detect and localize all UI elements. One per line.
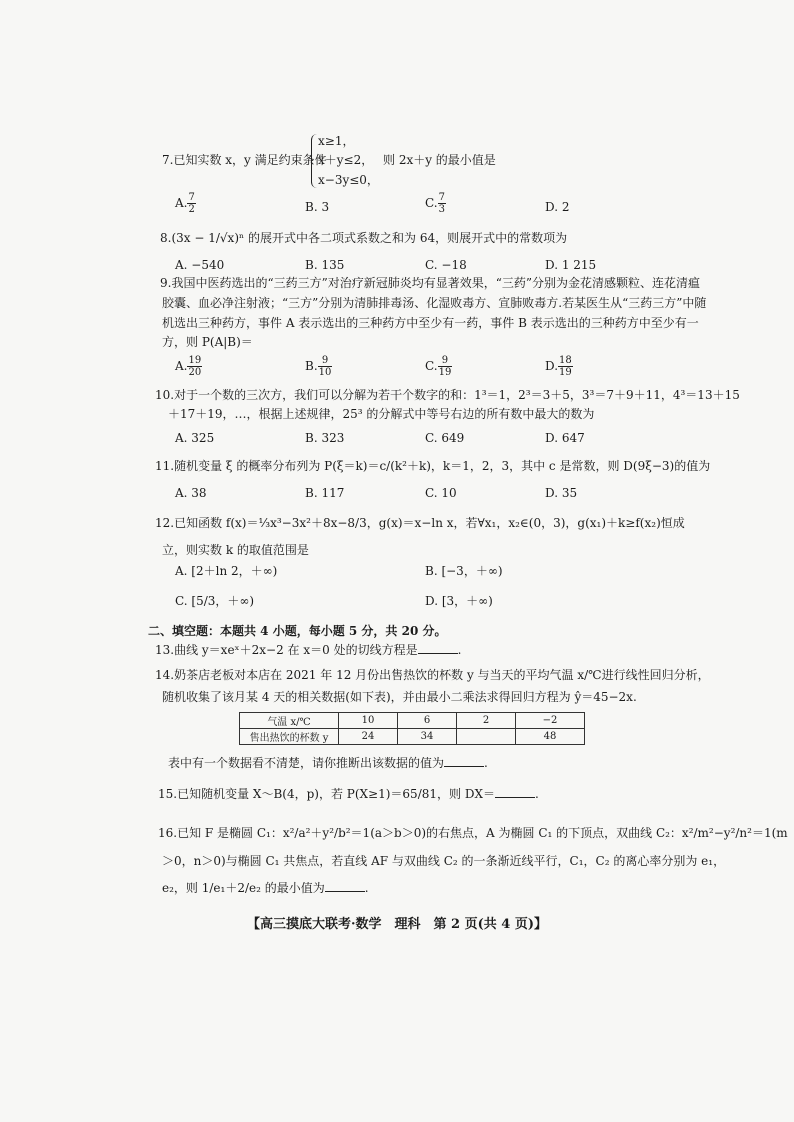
q10-line-1: 10.对于一个数的三次方，我们可以分解为若干个数字的和：1³＝1，2³＝3＋5，3³＝7＋9＋11，4³＝13＋15	[155, 388, 740, 402]
q9-option-d: D. $\frac{18}{19}$	[545, 355, 572, 378]
table-cell: 48	[516, 729, 585, 745]
q12-option-b: B. [−3，＋∞)	[425, 564, 503, 578]
q7-tail: 则 2x＋y 的最小值是	[383, 153, 496, 167]
q7-brace	[311, 134, 318, 188]
q12-option-d: D. [3，＋∞)	[425, 594, 493, 608]
table-cell: 10	[339, 713, 398, 729]
q12-line-1: 12.已知函数 f(x)＝⅓x³−3x²＋8x−8/3，g(x)＝x−ln x，若∀x₁，x₂∈(0，3)，g(x₁)＋k≥f(x₂)恒成	[155, 516, 685, 530]
q13-line: 13.曲线 y＝xeˣ＋2x−2 在 x＝0 处的切线方程是 .	[155, 643, 462, 657]
q14-line-3: 表中有一个数据看不清楚，请你推断出该数据的值为 .	[168, 756, 488, 770]
section-2-heading: 二、填空题：本题共 4 小题，每小题 5 分，共 20 分。	[148, 624, 447, 638]
q9-line-3: 机选出三种药方，事件 A 表示选出的三种药方中至少有一药，事件 B 表示选出的三种药方中至少有一	[162, 316, 699, 330]
table-cell: 气温 x/℃	[240, 713, 339, 729]
q9-option-b: B. $\frac{9}{10}$	[305, 355, 332, 378]
q16-line-1: 16.已知 F 是椭圆 C₁：x²/a²＋y²/b²＝1(a＞b＞0)的右焦点，A 为椭圆 C₁ 的下顶点，双曲线 C₂：x²/m²−y²/n²＝1(m	[158, 826, 788, 840]
q15-answer-blank[interactable]	[495, 785, 535, 798]
q13-answer-blank[interactable]	[418, 641, 458, 654]
q12-line-2: 立，则实数 k 的取值范围是	[162, 543, 309, 557]
q10-option-c: C. 649	[425, 431, 465, 445]
q11-option-d: D. 35	[545, 486, 578, 500]
q7-option-d: D. 2	[545, 200, 570, 214]
q7-stem: 7.已知实数 x，y 满足约束条件	[162, 153, 327, 167]
table-cell: 2	[457, 713, 516, 729]
q9-option-c: C. $\frac{9}{19}$	[425, 355, 452, 378]
q16-line-3: e₂，则 1/e₁＋2/e₂ 的最小值为 .	[162, 881, 369, 895]
q11-line-1: 11.随机变量 ξ 的概率分布列为 P(ξ＝k)＝c/(k²＋k)，k＝1，2，3，其中 c 是常数，则 D(9ξ−3)的值为	[155, 459, 711, 473]
q14-line-1: 14.奶茶店老板对本店在 2021 年 12 月份出售热饮的杯数 y 与当天的平均气温 x/℃进行线性回归分析，	[155, 668, 710, 682]
table-cell: 34	[398, 729, 457, 745]
q8-option-b: B. 135	[305, 258, 345, 272]
q8-option-d: D. 1 215	[545, 258, 597, 272]
q7-option-a: A. $\frac{7}{2}$	[175, 192, 195, 215]
page-footer: 【高三摸底大联考·数学 理科 第 2 页(共 4 页)】	[246, 917, 548, 932]
q9-option-a: A. $\frac{19}{20}$	[175, 355, 202, 378]
table-row	[240, 713, 585, 729]
q7-constraint-2: x＋y≤2，	[318, 153, 374, 167]
q9-line-1: 9.我国中医药选出的“三药三方”对治疗新冠肺炎均有显著效果，“三药”分别为金花清感颗粒、连花清瘟	[160, 276, 700, 290]
q7-constraint-1: x≥1，	[318, 134, 355, 148]
q10-line-2: ＋17＋19，…，根据上述规律，25³ 的分解式中等号右边的所有数中最大的数为	[168, 407, 595, 421]
q16-line-2: ＞0，n＞0)与椭圆 C₁ 共焦点，若直线 AF 与双曲线 C₂ 的一条渐近线平行，C₁，C₂ 的离心率分别为 e₁，	[162, 854, 726, 868]
q12-option-a: A. [2＋ln 2，＋∞)	[175, 564, 278, 578]
q7-constraint-3: x−3y≤0，	[318, 173, 379, 187]
q10-option-b: B. 323	[305, 431, 345, 445]
q9-line-4: 方，则 P(A|B)＝	[162, 335, 253, 349]
q7-option-c: C. $\frac{7}{3}$	[425, 192, 445, 215]
table-cell: 6	[398, 713, 457, 729]
q14-line-2: 随机收集了该月某 4 天的相关数据(如下表)，并由最小二乘法求得回归方程为 ŷ＝45−2x.	[162, 690, 637, 704]
q10-option-a: A. 325	[175, 431, 215, 445]
table-cell	[457, 729, 516, 745]
q8-stem: 8.(3x − 1/√x)ⁿ 的展开式中各二项式系数之和为 64，则展开式中的常数项为	[160, 231, 568, 245]
table-cell: 售出热饮的杯数 y	[240, 729, 339, 745]
q8-option-a: A. −540	[175, 258, 225, 272]
q8-option-c: C. −18	[425, 258, 467, 272]
q10-option-d: D. 647	[545, 431, 585, 445]
q15-line: 15.已知随机变量 X～B(4，p)，若 P(X≥1)＝65/81，则 DX＝ .	[158, 787, 539, 801]
q12-option-c: C. [5/3，＋∞)	[175, 594, 255, 608]
q11-option-c: C. 10	[425, 486, 457, 500]
table-row	[240, 729, 585, 745]
q16-answer-blank[interactable]	[325, 879, 365, 892]
q11-option-a: A. 38	[175, 486, 207, 500]
q7-option-b: B. 3	[305, 200, 330, 214]
table-cell: 24	[339, 729, 398, 745]
q14-data-table	[239, 712, 585, 745]
q11-option-b: B. 117	[305, 486, 345, 500]
q9-line-2: 胶囊、血必净注射液；“三方”分别为清肺排毒汤、化湿败毒方、宣肺败毒方.若某医生从“三药三方”中随	[162, 296, 707, 310]
table-cell: −2	[516, 713, 585, 729]
q14-answer-blank[interactable]	[444, 754, 484, 767]
